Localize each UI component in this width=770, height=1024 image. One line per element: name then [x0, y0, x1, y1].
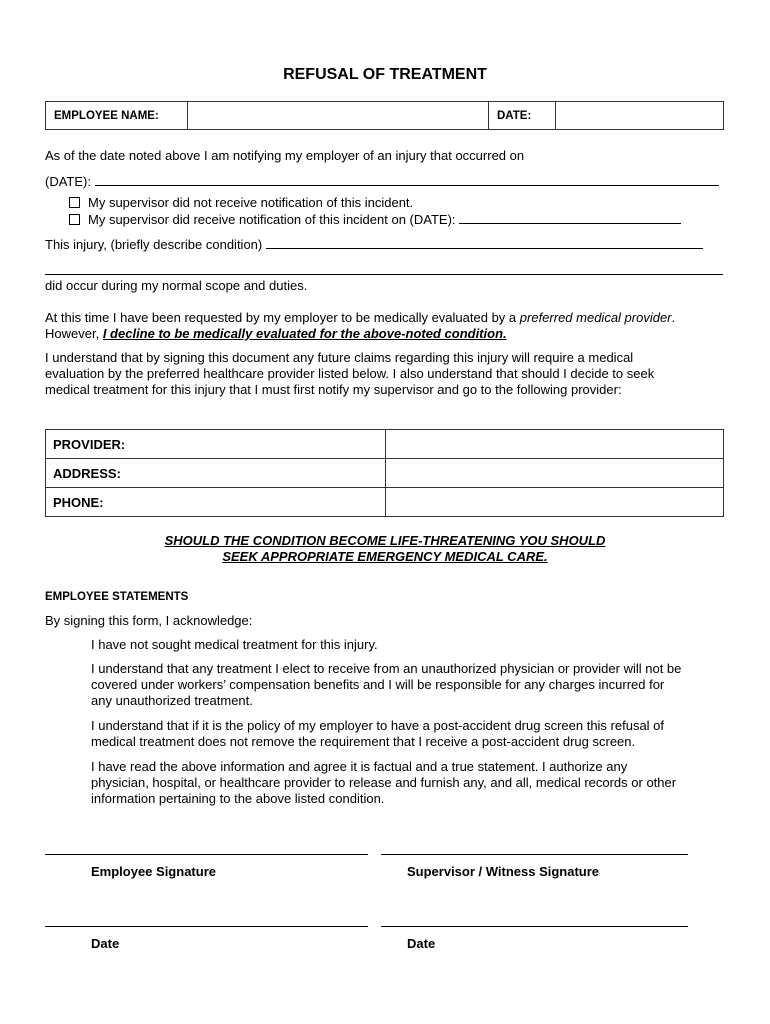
provider-label: PROVIDER: — [46, 430, 386, 458]
statements-heading: EMPLOYEE STATEMENTS — [45, 591, 189, 603]
provider-field[interactable] — [386, 430, 723, 458]
injury-date-row — [45, 173, 719, 189]
scope-text: did occur during my normal scope and duties. — [45, 278, 308, 293]
employee-name-label: EMPLOYEE NAME: — [54, 109, 159, 122]
statement-4-line-2: physician, hospital, or healthcare provider to release and furnish any, and all, medical records or other — [91, 775, 677, 790]
employee-header-table — [45, 101, 724, 130]
condition-label: This injury, (briefly describe condition) — [45, 237, 263, 252]
checkbox-row-not-notified — [69, 195, 413, 210]
warning-line-2: SEEK APPROPRIATE EMERGENCY MEDICAL CARE. — [222, 549, 548, 564]
statement-2 — [91, 661, 681, 709]
provider-table — [45, 429, 724, 517]
employee-signature-line[interactable] — [45, 854, 368, 855]
statement-4-line-1: I have read the above information and agree it is factual and a true statement. I authorize any — [91, 759, 628, 774]
phone-label: PHONE: — [46, 488, 386, 516]
supervisor-date-label: Date — [407, 936, 436, 951]
understand-line-2: evaluation by the preferred healthcare provider listed below. I also understand that should I decide to seek — [45, 366, 655, 381]
employee-date-label: Date — [91, 936, 120, 951]
understand-line-3: medical treatment for this injury that I must first notify my supervisor and go to the following provider: — [45, 382, 622, 397]
supervisor-signature-line[interactable] — [381, 854, 688, 855]
checkbox-notified[interactable] — [69, 214, 80, 225]
warning-line-1: SHOULD THE CONDITION BECOME LIFE-THREATENING YOU SHOULD — [164, 533, 606, 548]
date-label: DATE: — [497, 109, 532, 122]
date-field[interactable] — [556, 102, 723, 129]
injury-date-label: (DATE): — [45, 174, 91, 189]
decline-paragraph — [45, 310, 675, 342]
date-label-cell — [489, 102, 556, 129]
employee-date-line[interactable] — [45, 926, 368, 927]
page-title: REFUSAL OF TREATMENT — [283, 66, 487, 83]
supervisor-signature-label: Supervisor / Witness Signature — [407, 864, 600, 879]
supervisor-date-line[interactable] — [381, 926, 688, 927]
statement-2-line-2: covered under workers’ compensation benefits and I will be responsible for any charges incurred for — [91, 677, 665, 692]
statement-4-line-3: information pertaining to the above listed condition. — [91, 791, 385, 806]
statement-2-line-3: any unauthorized treatment. — [91, 693, 253, 708]
employee-name-label-cell — [46, 102, 188, 129]
statement-3-line-2: medical treatment does not remove the requirement that I receive a post-accident drug screen. — [91, 734, 636, 749]
understand-paragraph — [45, 350, 654, 398]
decline-text-1: At this time I have been requested by my employer to be medically evaluated by a — [45, 310, 517, 325]
provider-row — [46, 430, 723, 459]
condition-field-line-2[interactable] — [45, 262, 723, 275]
employee-signature-label: Employee Signature — [91, 864, 216, 879]
statement-2-line-1: I understand that any treatment I elect to receive from an unauthorized physician or provider will not be — [91, 661, 682, 676]
checkbox-row-notified — [69, 211, 681, 227]
decline-period: . — [671, 310, 676, 325]
preferred-provider-text: preferred medical provider — [519, 310, 672, 325]
address-field[interactable] — [386, 459, 723, 487]
checkbox-not-notified[interactable] — [69, 197, 80, 208]
statement-4 — [91, 759, 676, 807]
statement-3-line-1: I understand that if it is the policy of my employer to have a post-accident drug screen this refusal of — [91, 718, 665, 733]
intro-line: As of the date noted above I am notifying my employer of an injury that occurred on — [45, 148, 525, 163]
address-row — [46, 459, 723, 488]
condition-row — [45, 236, 703, 252]
phone-field[interactable] — [386, 488, 723, 516]
however-text: However, — [45, 326, 100, 341]
statements-lead: By signing this form, I acknowledge: — [45, 613, 253, 628]
employee-name-field[interactable] — [188, 102, 489, 129]
understand-line-1: I understand that by signing this document any future claims regarding this injury will require a medical — [45, 350, 634, 365]
condition-field[interactable] — [266, 236, 703, 249]
decline-statement: I decline to be medically evaluated for the above-noted condition. — [102, 326, 507, 341]
phone-row — [46, 488, 723, 516]
address-label: ADDRESS: — [46, 459, 386, 487]
statement-1: I have not sought medical treatment for this injury. — [91, 637, 378, 652]
checkbox-notified-label: My supervisor did receive notification of this incident on (DATE): — [88, 212, 456, 227]
statement-3 — [91, 718, 664, 750]
emergency-warning — [0, 533, 770, 565]
injury-date-field[interactable] — [95, 173, 719, 186]
checkbox-not-notified-label: My supervisor did not receive notification of this incident. — [88, 195, 414, 210]
notification-date-field[interactable] — [459, 211, 681, 224]
